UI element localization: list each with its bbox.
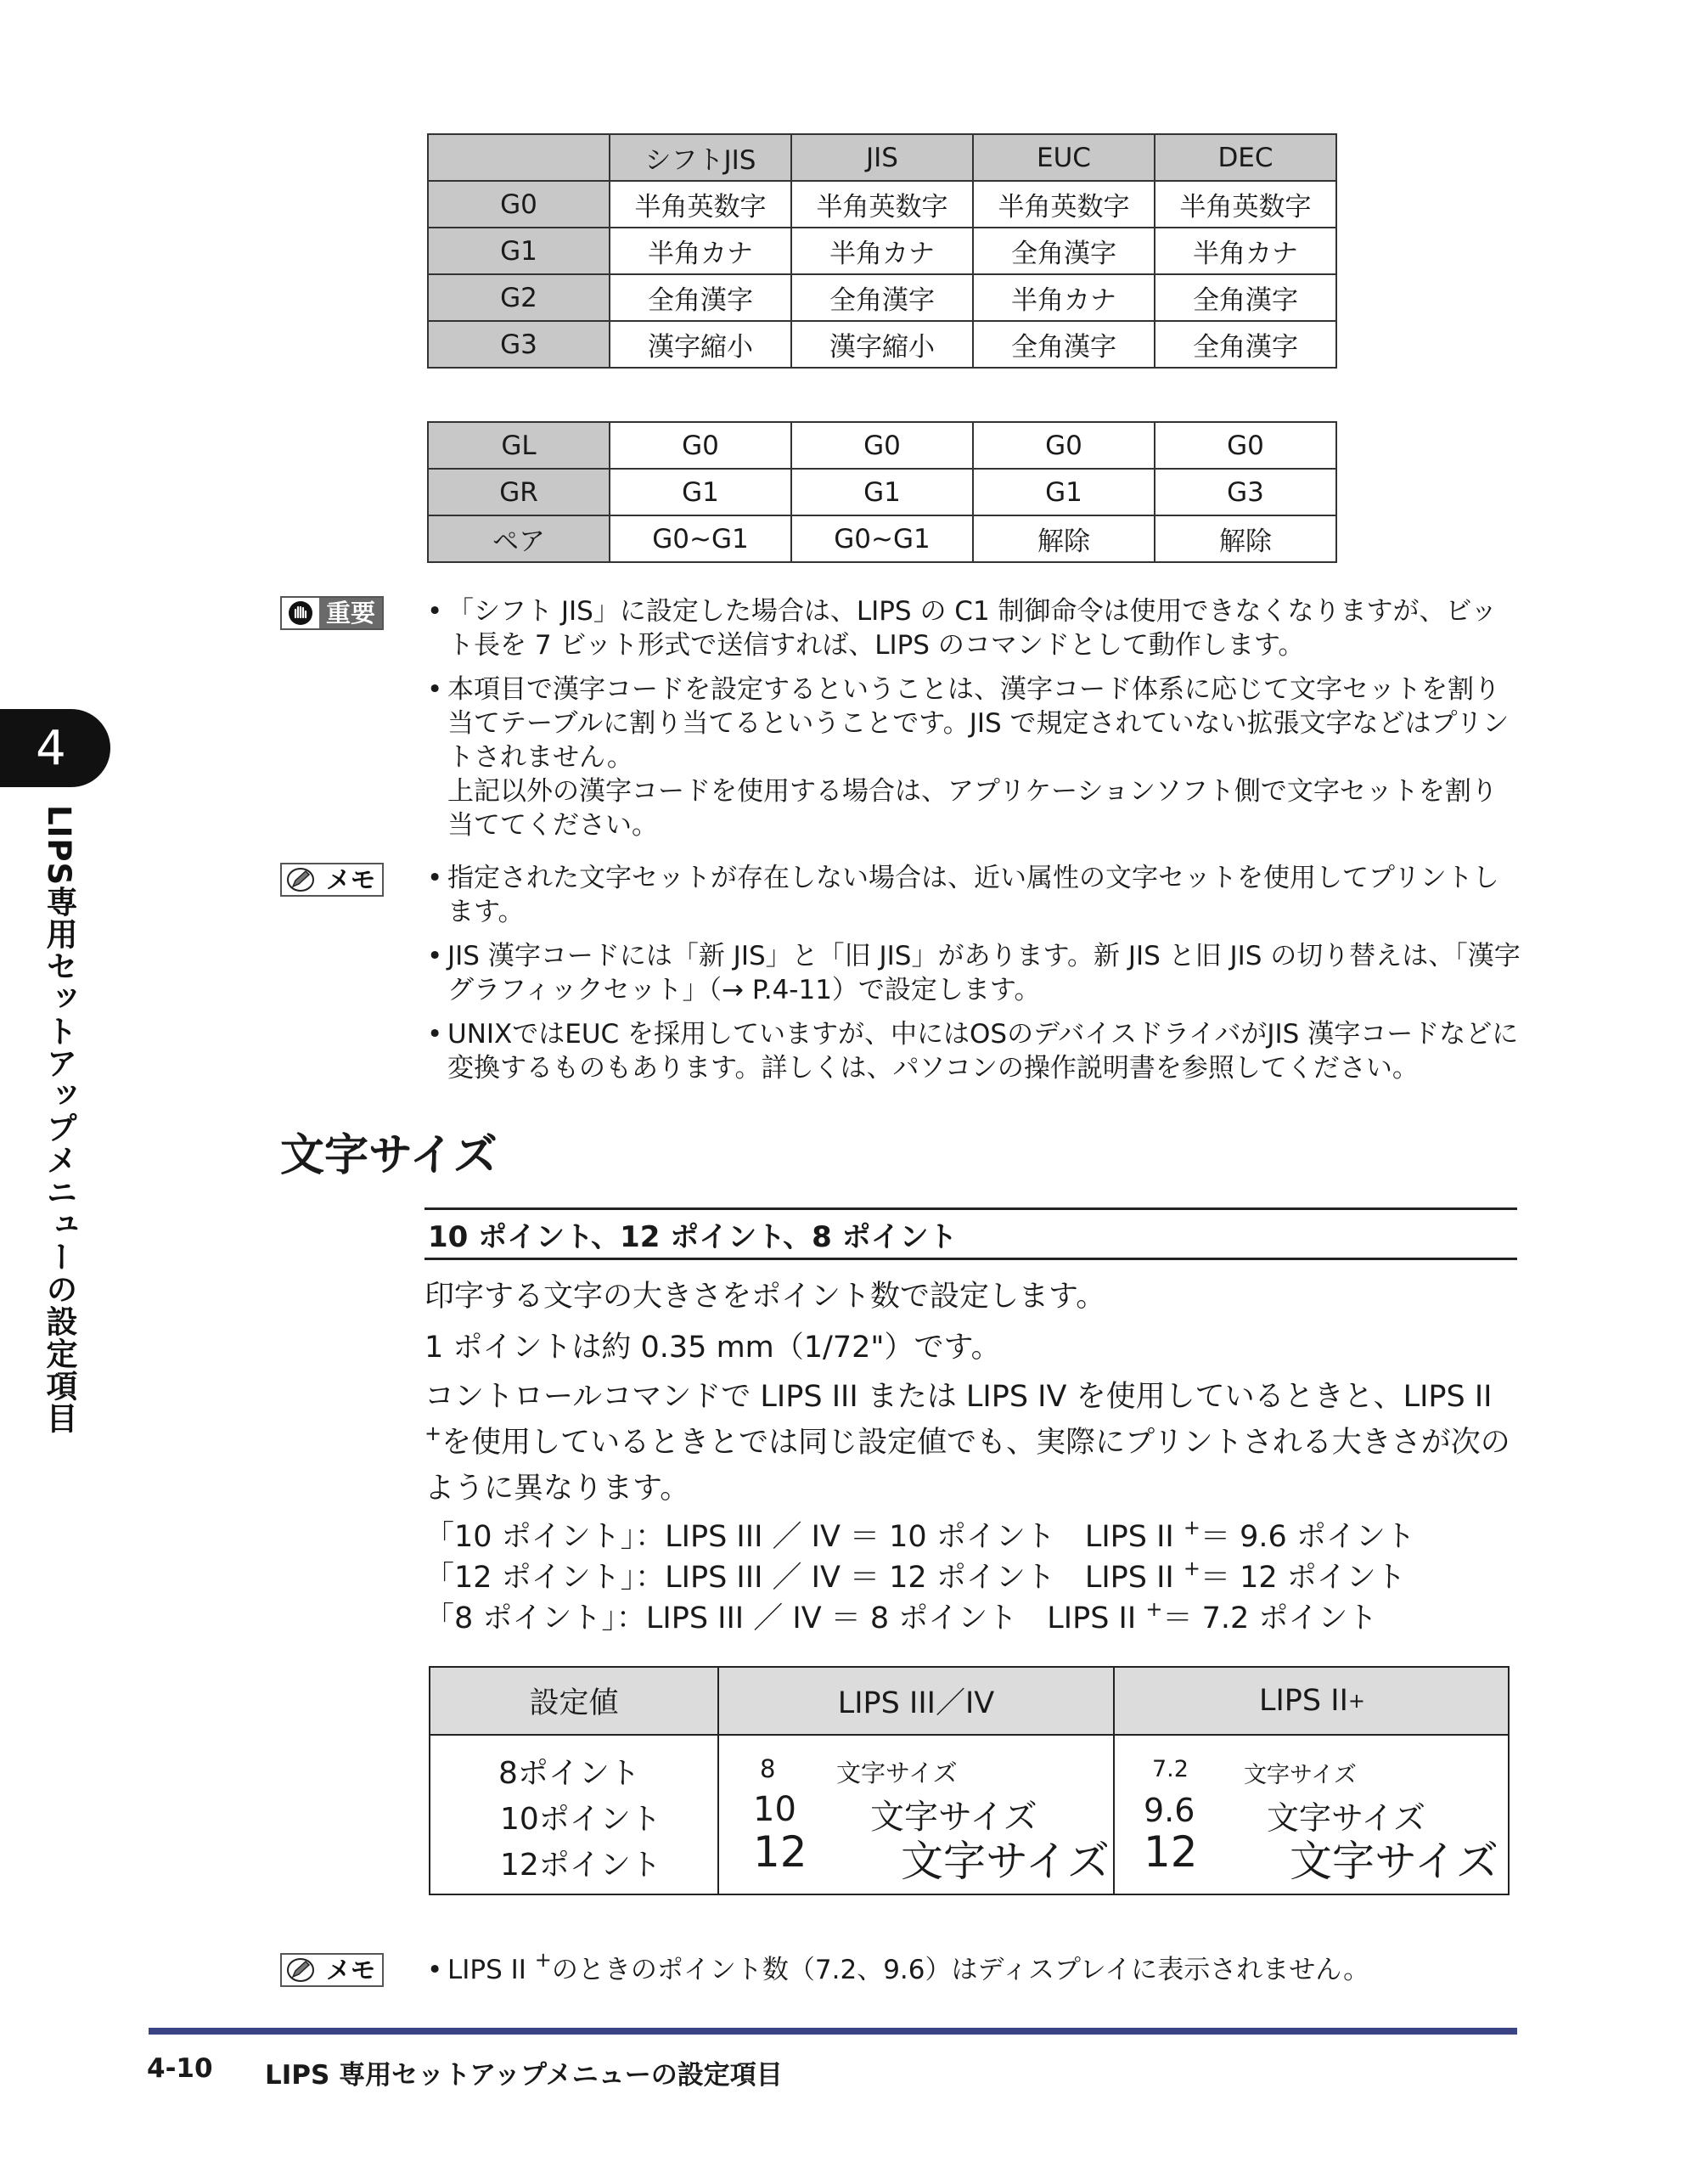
table-cell: 半角英数字 — [1155, 181, 1336, 228]
table-cell: 漢字縮小 — [610, 321, 791, 368]
list-item: • 「シフト JIS」に設定した場合は、LIPS の C1 制御命令は使用できなくなりますが、ビット長を 7 ビット形式で送信すれば、LIPS のコマンドとして動作します。 — [427, 594, 1522, 662]
chapter-side-title: LIPS専用セットアップメニューの設定項目 — [41, 805, 77, 1435]
table-cell: 解除 — [973, 515, 1155, 562]
setting-value: 10ポイント — [500, 1802, 661, 1837]
section-title: 文字サイズ — [280, 1130, 498, 1181]
table-cell: 半角英数字 — [610, 181, 791, 228]
table-cell: 漢字縮小 — [791, 321, 973, 368]
size-sample: 文字サイズ — [1267, 1799, 1425, 1837]
important-list — [427, 594, 1522, 853]
list-item: • UNIXではEUC を採用していますが、中にはOSのデバイスドライバがJIS 漢字コードなどに変換するものもあります。詳しくは、パソコンの操作説明書を参照してください。 — [427, 1017, 1522, 1085]
pencil-icon — [282, 864, 319, 895]
table-cell: 全角漢字 — [1155, 321, 1336, 368]
table-row — [428, 515, 1336, 562]
paragraph: コントロールコマンドで LIPS III または LIPS IV を使用しているときと、LIPS II +を使用しているときとでは同じ設定値でも、実際にプリントされる大きさが次のように異なります。 — [424, 1380, 1510, 1506]
header-lips2: LIPS II + — [1258, 1684, 1366, 1718]
memo-badge — [280, 863, 384, 897]
table-cell: G0 — [610, 422, 791, 469]
option-default: 10 ポイント — [428, 1219, 592, 1254]
table-cell: 半角英数字 — [973, 181, 1155, 228]
table-cell: 半角カナ — [791, 228, 973, 274]
table-row — [428, 228, 1336, 274]
table-cell: 半角英数字 — [791, 181, 973, 228]
table-cell: G0~G1 — [791, 515, 973, 562]
header-setting: 設定値 — [529, 1686, 619, 1720]
setting-value: 12ポイント — [500, 1848, 661, 1883]
table-cell: G0 — [791, 422, 973, 469]
table-cell: 全角漢字 — [1155, 274, 1336, 321]
paragraph: 1 ポイントは約 0.35 mm（1/72"）です。 — [424, 1331, 1001, 1365]
table-cell: G3 — [1155, 469, 1336, 515]
memo-list — [427, 861, 1522, 1095]
table-cell: 半角カナ — [610, 228, 791, 274]
options-text — [424, 1213, 958, 1255]
comparison-line: 「10 ポイント」：LIPS III ／ IV ＝ 10 ポイント LIPS II +＝ 9.6 ポイント — [424, 1516, 1415, 1554]
table-cell: 半角カナ — [1155, 228, 1336, 274]
important-badge — [280, 596, 384, 630]
size-number: 10 — [753, 1790, 796, 1829]
row-header: GR — [428, 469, 610, 515]
table-cell: G1 — [973, 469, 1155, 515]
list-item: • 本項目で漢字コードを設定するということは、漢字コード体系に応じて文字セットを割り当てテーブルに割り当てるということです。JIS で規定されていない拡張文字などはプリントされません。 上記以外の漢字コードを使用する場合は、アプリケーションソフト側で文字セットを割り当ててください。 — [427, 673, 1522, 842]
table-cell: 全角漢字 — [973, 321, 1155, 368]
table-cell: 全角漢字 — [973, 228, 1155, 274]
table-row — [428, 181, 1336, 228]
list-item: • LIPS II +のときのポイント数（7.2、9.6）はディスプレイに表示されません。 — [427, 1953, 1522, 1987]
size-sample: 文字サイズ — [870, 1798, 1037, 1837]
size-table — [429, 1666, 1510, 1895]
list-item: • JIS 漢字コードには「新 JIS」と「旧 JIS」があります。新 JIS と旧 JIS の切り替えは、「漢字グラフィックセット」（→ P.4-11）で設定します。 — [427, 939, 1522, 1007]
comparison-line: 「8 ポイント」：LIPS III ／ IV ＝ 8 ポイント LIPS II +＝ 7.2 ポイント — [424, 1597, 1378, 1635]
footer-rule — [149, 2028, 1517, 2035]
header-lips34: LIPS III／IV — [837, 1686, 995, 1720]
size-number: 12 — [1144, 1827, 1198, 1877]
table-row — [428, 422, 1336, 469]
table-cell: G1 — [791, 469, 973, 515]
table-cell: 全角漢字 — [610, 274, 791, 321]
pencil-icon — [282, 1955, 319, 1985]
memo-label: メモ — [326, 1956, 376, 1984]
table-row — [428, 321, 1336, 368]
table-cell: G0~G1 — [610, 515, 791, 562]
comparison-line: 「12 ポイント」：LIPS III ／ IV ＝ 12 ポイント LIPS II +＝ 12 ポイント — [424, 1556, 1406, 1595]
size-sample: 文字サイズ — [836, 1759, 958, 1787]
table-cell: 半角カナ — [973, 274, 1155, 321]
hand-stop-icon — [282, 598, 319, 628]
row-header: G1 — [428, 228, 610, 274]
memo-label: メモ — [326, 865, 376, 894]
page-number: 4-10 — [147, 2053, 213, 2084]
table-header-cell: DEC — [1155, 134, 1336, 181]
table-header-cell: JIS — [791, 134, 973, 181]
table-header-cell: シフトJIS — [610, 134, 791, 181]
size-sample: 文字サイズ — [1244, 1762, 1357, 1788]
table-cell: G0 — [1155, 422, 1336, 469]
list-item: • 指定された文字セットが存在しない場合は、近い属性の文字セットを使用してプリントします。 — [427, 861, 1522, 929]
memo-list — [427, 1948, 1522, 1997]
size-number: 9.6 — [1144, 1792, 1195, 1829]
table-cell: 全角漢字 — [791, 274, 973, 321]
row-header: ペア — [428, 515, 610, 562]
size-number: 8 — [760, 1754, 776, 1783]
option-others: 、12 ポイント、8 ポイント — [591, 1219, 958, 1254]
gl-gr-table — [427, 421, 1337, 563]
table-cell: 解除 — [1155, 515, 1336, 562]
charset-table — [427, 133, 1337, 369]
important-label: 重要 — [319, 598, 382, 628]
table-header-cell: EUC — [973, 134, 1155, 181]
footer-title: LIPS 専用セットアップメニューの設定項目 — [265, 2060, 783, 2091]
row-header: G3 — [428, 321, 610, 368]
chapter-tab: 4 — [0, 709, 110, 787]
options-header — [424, 1207, 1517, 1260]
row-header: G0 — [428, 181, 610, 228]
table-row — [428, 469, 1336, 515]
size-sample: 文字サイズ — [901, 1837, 1110, 1886]
table-cell: G1 — [610, 469, 791, 515]
size-sample: 文字サイズ — [1290, 1837, 1498, 1886]
size-number: 12 — [753, 1827, 807, 1877]
row-header: GL — [428, 422, 610, 469]
size-number: 7.2 — [1152, 1756, 1189, 1782]
table-cell: G0 — [973, 422, 1155, 469]
table-row — [428, 274, 1336, 321]
setting-value: 8ポイント — [498, 1756, 640, 1791]
table-header-cell — [428, 134, 610, 181]
memo-badge — [280, 1953, 384, 1987]
paragraph: 印字する文字の大きさをポイント数で設定します。 — [424, 1280, 1106, 1314]
row-header: G2 — [428, 274, 610, 321]
